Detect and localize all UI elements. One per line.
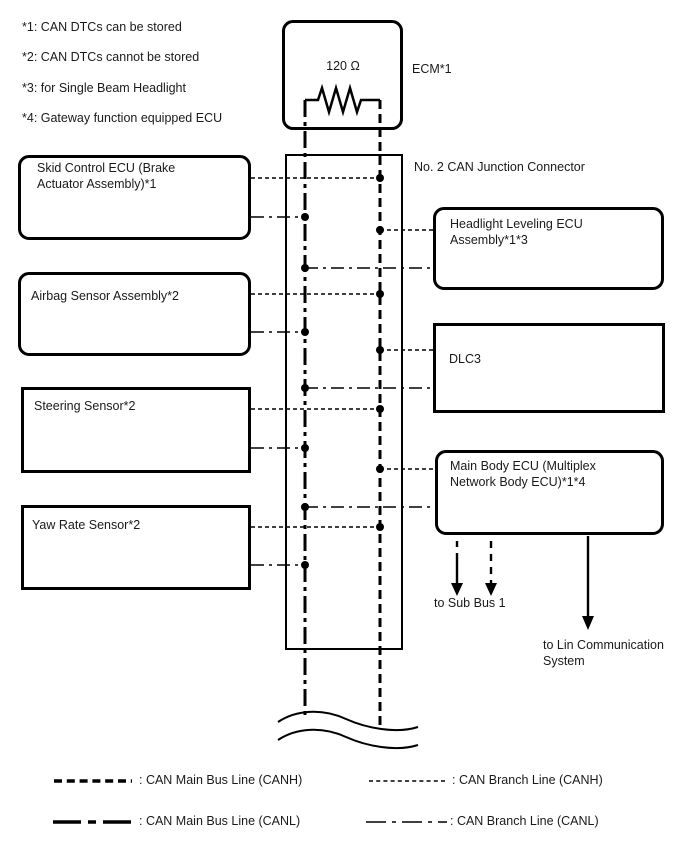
box-main-body-ecu — [435, 450, 664, 535]
legend-label-main-canh: : CAN Main Bus Line (CANH) — [139, 773, 303, 787]
sub-bus-label: to Sub Bus 1 — [434, 596, 506, 610]
legend-label-branch-canh: : CAN Branch Line (CANH) — [452, 773, 603, 787]
box-skid-control-ecu-label: Skid Control ECU (Brake Actuator Assembly)*1 — [37, 161, 176, 191]
footnote-3: *3: for Single Beam Headlight — [22, 81, 186, 95]
box-steering-sensor-label: Steering Sensor*2 — [34, 399, 136, 413]
box-airbag-sensor — [18, 272, 251, 356]
junction-connector-label: No. 2 CAN Junction Connector — [414, 160, 585, 174]
box-yaw-rate-sensor — [21, 505, 251, 590]
box-airbag-sensor-label: Airbag Sensor Assembly*2 — [31, 289, 179, 303]
lin-arrowhead — [582, 616, 594, 630]
ecm-box — [282, 20, 403, 130]
resistor-value-label: 120 Ω — [326, 59, 360, 73]
sub-bus-arrowhead-right — [485, 583, 497, 596]
lin-system-label: to Lin Communication System — [543, 638, 664, 668]
box-steering-sensor — [21, 387, 251, 473]
box-dlc3-label: DLC3 — [449, 352, 481, 366]
junction-connector-box — [285, 154, 403, 650]
ecm-label: ECM*1 — [412, 62, 452, 76]
legend-label-main-canl: : CAN Main Bus Line (CANL) — [139, 814, 301, 828]
legend-label-branch-canl: : CAN Branch Line (CANL) — [450, 814, 599, 828]
box-dlc3 — [433, 323, 665, 413]
box-skid-control-ecu — [18, 155, 251, 240]
footnote-4: *4: Gateway function equipped ECU — [22, 111, 223, 125]
box-main-body-ecu-label: Main Body ECU (Multiplex Network Body ECU)*1*4 — [450, 459, 596, 489]
footnote-2: *2: CAN DTCs cannot be stored — [22, 50, 200, 64]
break-wave-top — [278, 712, 418, 730]
box-headlight-leveling-ecu-label: Headlight Leveling ECU Assembly*1*3 — [450, 217, 583, 247]
sub-bus-arrowhead-left — [451, 583, 463, 596]
footnote-1: *1: CAN DTCs can be stored — [22, 20, 182, 34]
box-yaw-rate-sensor-label: Yaw Rate Sensor*2 — [32, 518, 141, 532]
break-wave-bottom — [278, 730, 418, 748]
box-headlight-leveling-ecu — [433, 207, 664, 290]
